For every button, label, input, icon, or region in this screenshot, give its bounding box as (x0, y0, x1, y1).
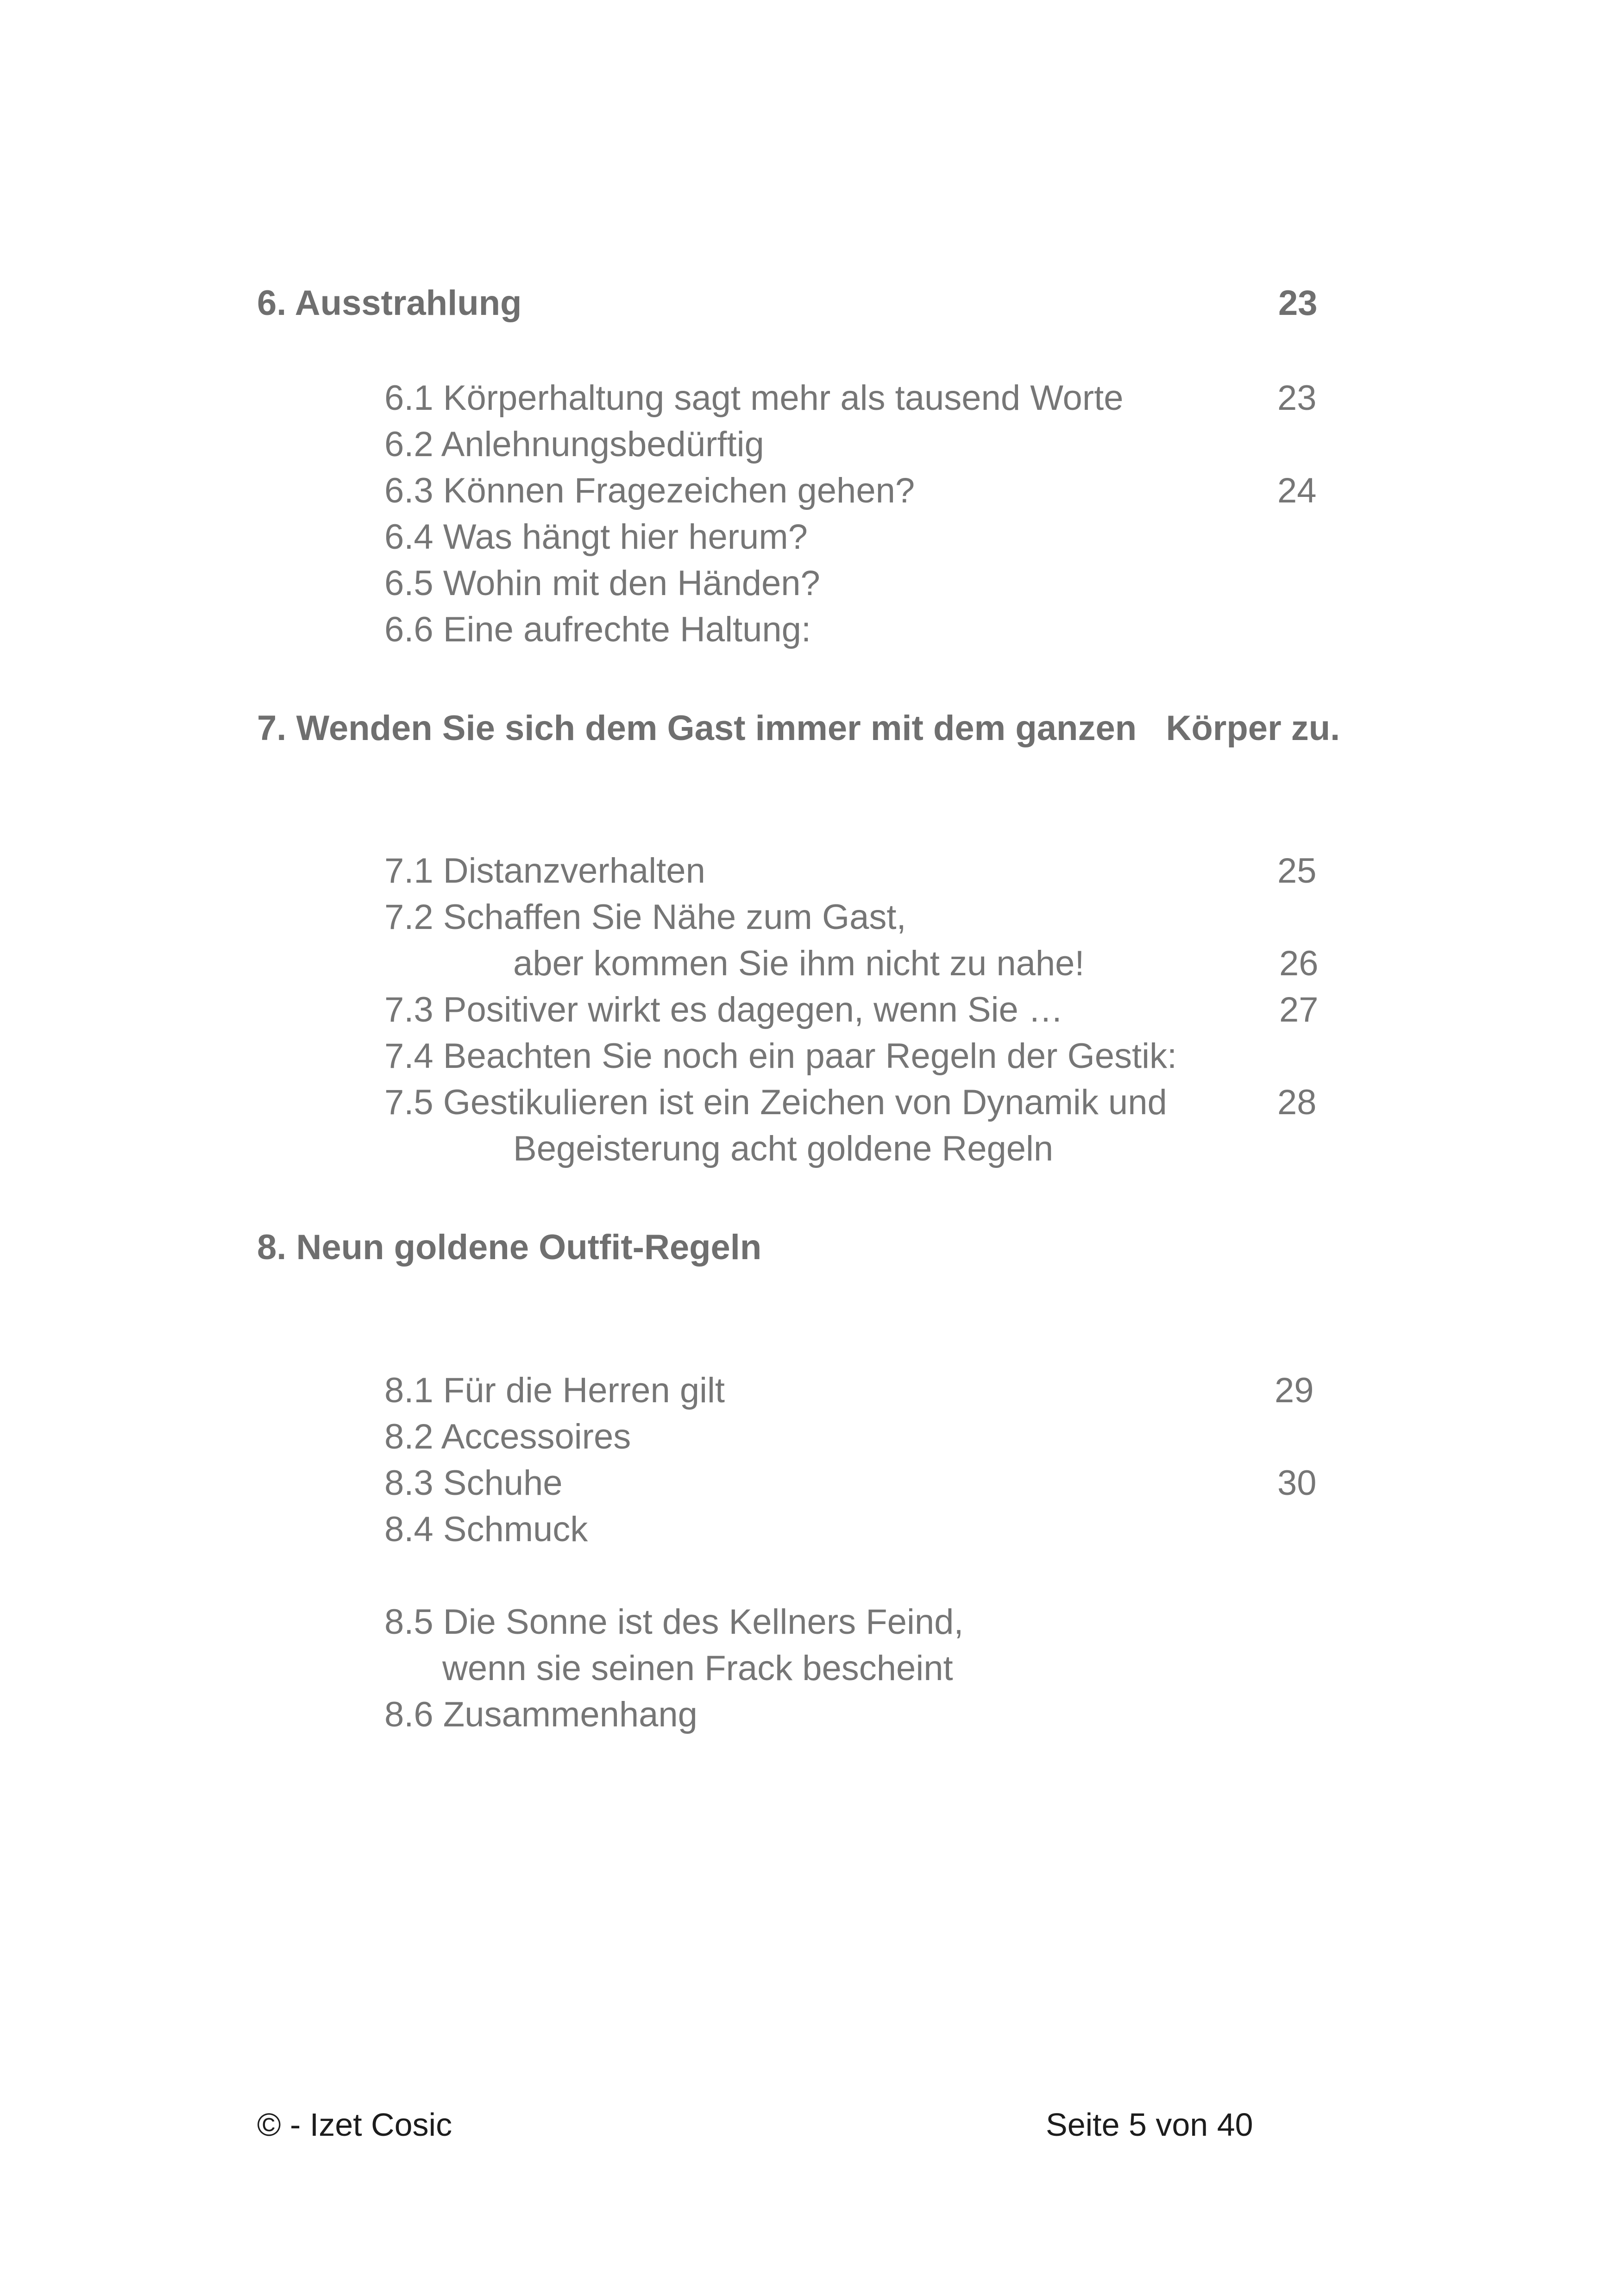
footer-copyright: © - Izet Cosic (257, 2107, 452, 2143)
toc-item-8-4[interactable]: 8.4 Schmuck (384, 1510, 588, 1549)
toc-heading-7[interactable]: 7. Wenden Sie sich dem Gast immer mit dem ganzen Körper zu. (257, 709, 1340, 748)
toc-item-7-2-page: 26 (1279, 944, 1319, 983)
toc-item-6-1-page: 23 (1277, 378, 1317, 418)
toc-item-8-1-page: 29 (1275, 1371, 1314, 1410)
toc-item-7-1[interactable]: 7.1 Distanzverhalten (384, 851, 705, 891)
toc-item-7-2-continuation: aber kommen Sie ihm nicht zu nahe! (513, 944, 1085, 983)
toc-item-8-1[interactable]: 8.1 Für die Herren gilt (384, 1371, 725, 1410)
toc-item-8-6[interactable]: 8.6 Zusammenhang (384, 1695, 697, 1734)
toc-item-6-3-page: 24 (1277, 471, 1317, 510)
toc-heading-8[interactable]: 8. Neun goldene Outfit-Regeln (257, 1228, 762, 1267)
toc-item-8-3-page: 30 (1277, 1463, 1317, 1503)
toc-item-7-3-page: 27 (1279, 990, 1319, 1029)
toc-item-6-4[interactable]: 6.4 Was hängt hier herum? (384, 517, 808, 557)
toc-item-6-5[interactable]: 6.5 Wohin mit den Händen? (384, 564, 820, 603)
footer-page-number: Seite 5 von 40 (1046, 2107, 1253, 2143)
toc-item-7-5-page: 28 (1277, 1083, 1317, 1122)
toc-item-7-3[interactable]: 7.3 Positiver wirkt es dagegen, wenn Sie … (384, 990, 1063, 1029)
toc-item-7-5[interactable]: 7.5 Gestikulieren ist ein Zeichen von Dynamik und (384, 1083, 1167, 1122)
toc-item-6-6[interactable]: 6.6 Eine aufrechte Haltung: (384, 610, 811, 649)
toc-item-8-5[interactable]: 8.5 Die Sonne ist des Kellners Feind, (384, 1602, 964, 1642)
toc-item-8-2[interactable]: 8.2 Accessoires (384, 1417, 631, 1456)
toc-item-7-1-page: 25 (1277, 851, 1317, 891)
toc-item-8-3[interactable]: 8.3 Schuhe (384, 1463, 563, 1503)
toc-item-7-5-continuation: Begeisterung acht goldene Regeln (513, 1129, 1054, 1168)
toc-item-7-2[interactable]: 7.2 Schaffen Sie Nähe zum Gast, (384, 897, 906, 937)
toc-item-7-4[interactable]: 7.4 Beachten Sie noch ein paar Regeln der Gestik: (384, 1036, 1177, 1076)
toc-item-6-1[interactable]: 6.1 Körperhaltung sagt mehr als tausend Worte (384, 378, 1124, 418)
toc-item-6-3[interactable]: 6.3 Können Fragezeichen gehen? (384, 471, 915, 510)
toc-heading-6-page: 23 (1278, 283, 1318, 323)
toc-item-8-5-continuation: wenn sie seinen Frack bescheint (442, 1649, 953, 1688)
toc-heading-6[interactable]: 6. Ausstrahlung (257, 283, 522, 323)
toc-item-6-2[interactable]: 6.2 Anlehnungsbedürftig (384, 425, 764, 464)
